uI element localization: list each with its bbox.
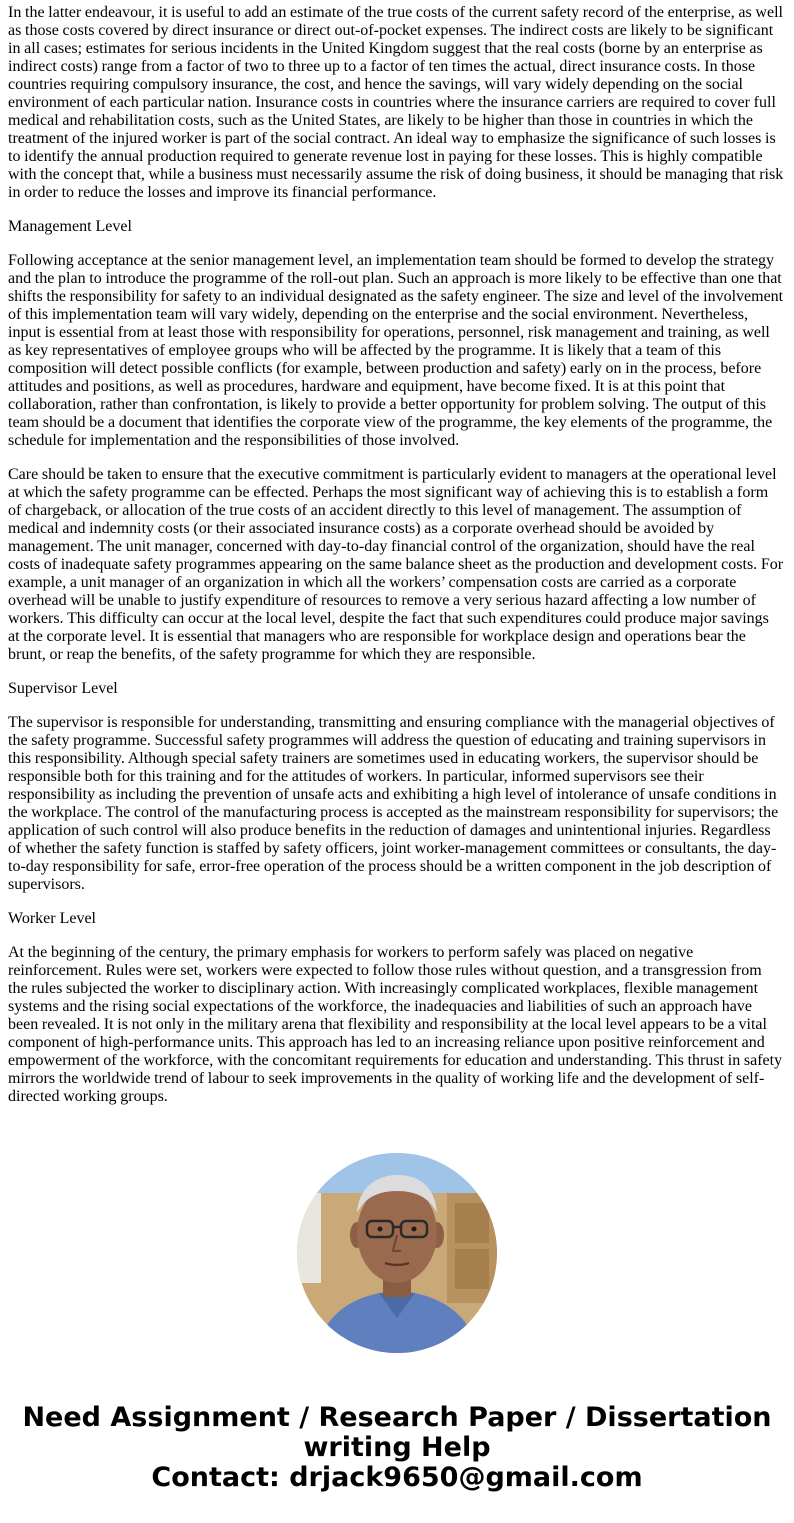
promo-headline: Need Assignment / Research Paper / Dissertation writing Help — [22, 1402, 772, 1463]
management-paragraph-1: Following acceptance at the senior management level, an implementation team should be formed to develop the strategy and the plan to introduce the programme of the roll-out plan. Such an approach is more likely to be effective than one that shifts the responsibility for safety to an individual designated as the safety engineer. The size and level of the involvement of this implementation team will vary widely, depending on the enterprise and the social environment. Nevertheless, input is essential from at least those with responsibility for operations, personnel, risk management and training, as well as key representatives of employee groups who will be affected by the programme. It is likely that a team of this composition will detect possible conflicts (for example, between production and safety) early on in the process, before attitudes and positions, as well as procedures, hardware and equipment, have become fixed. It is at this point that collaboration, rather than confrontation, is likely to provide a better opportunity for problem solving. The output of this team should be a document that identifies the corporate view of the programme, the key elements of the programme, the schedule for implementation and the responsibilities of those involved. — [8, 252, 784, 449]
author-avatar — [297, 1153, 497, 1353]
person-portrait-icon — [297, 1153, 497, 1353]
article-body — [8, 4, 784, 1122]
promo-banner — [0, 1403, 794, 1493]
supervisor-paragraph: The supervisor is responsible for understanding, transmitting and ensuring compliance with the managerial objectives of the safety programme. Successful safety programmes will address the question of educating and training supervisors in this responsibility. Although special safety trainers are sometimes used in educating workers, the supervisor should be responsible both for this training and for the attitudes of workers. In particular, informed supervisors see their responsibility as including the prevention of unsafe acts and exhibiting a high level of intolerance of unsafe conditions in the workplace. The control of the manufacturing process is accepted as the mainstream responsibility for supervisors; the application of such control will also produce benefits in the reduction of damages and unintentional injuries. Regardless of whether the safety function is staffed by safety officers, joint worker-management committees or consultants, the day-to-day responsibility for safe, error-free operation of the process should be a written component in the job description of supervisors. — [8, 714, 779, 893]
supervisor-heading: Supervisor Level — [8, 680, 118, 697]
intro-paragraph: In the latter endeavour, it is useful to add an estimate of the true costs of the current safety record of the enterprise, as well as those costs covered by direct insurance or direct out-of-pocket expenses. The indirect costs are likely to be significant in all cases; estimates for serious incidents in the United Kingdom suggest that the real costs (borne by an enterprise as indirect costs) range from a factor of two to three up to a factor of ten times the actual, direct insurance costs. In those countries requiring compulsory insurance, the cost, and hence the savings, will vary widely depending on the social environment of each particular nation. Insurance costs in countries where the insurance carriers are required to cover full medical and rehabilitation costs, such as the United States, are likely to be higher than those in countries in which the treatment of the injured worker is part of the social contract. An ideal way to emphasize the significance of such losses is to identify the annual production required to generate revenue lost in paying for these losses. This is highly compatible with the concept that, while a business must necessarily assume the risk of doing business, it should be managing that risk in order to reduce the losses and improve its financial performance. — [8, 4, 784, 201]
management-paragraph-2: Care should be taken to ensure that the executive commitment is particularly evident to managers at the operational level at which the safety programme can be effected. Perhaps the most significant way of achieving this is to establish a form of chargeback, or allocation of the true costs of an accident directly to this level of management. The assumption of medical and indemnity costs (or their associated insurance costs) as a corporate overhead should be avoided by management. The unit manager, concerned with day-to-day financial control of the organization, should have the real costs of inadequate safety programmes appearing on the same balance sheet as the production and development costs. For example, a unit manager of an organization in which all the workers’ compensation costs are carried as a corporate overhead will be unable to justify expenditure of resources to remove a very serious hazard affecting a low number of workers. This difficulty can occur at the local level, despite the fact that such expenditures could produce major savings at the corporate level. It is essential that managers who are responsible for workplace design and operations bear the brunt, or reap the benefits, of the safety programme for which they are responsible. — [8, 466, 784, 663]
promo-contact: Contact: drjack9650@gmail.com — [151, 1462, 643, 1493]
worker-heading: Worker Level — [8, 910, 96, 927]
management-heading: Management Level — [8, 218, 132, 235]
worker-paragraph: At the beginning of the century, the primary emphasis for workers to perform safely was placed on negative reinforcement. Rules were set, workers were expected to follow those rules without question, and a transgression from the rules subjected the worker to disciplinary action. With increasingly complicated workplaces, flexible management systems and the rising social expectations of the workforce, the inadequacies and liabilities of such an approach have been revealed. It is not only in the military arena that flexibility and responsibility at the local level appears to be a vital component of high-performance units. This approach has led to an increasing reliance upon positive reinforcement and empowerment of the workforce, with the concomitant requirements for education and understanding. This thrust in safety mirrors the worldwide trend of labour to seek improvements in the quality of working life and the development of self-directed working groups. — [8, 944, 783, 1105]
